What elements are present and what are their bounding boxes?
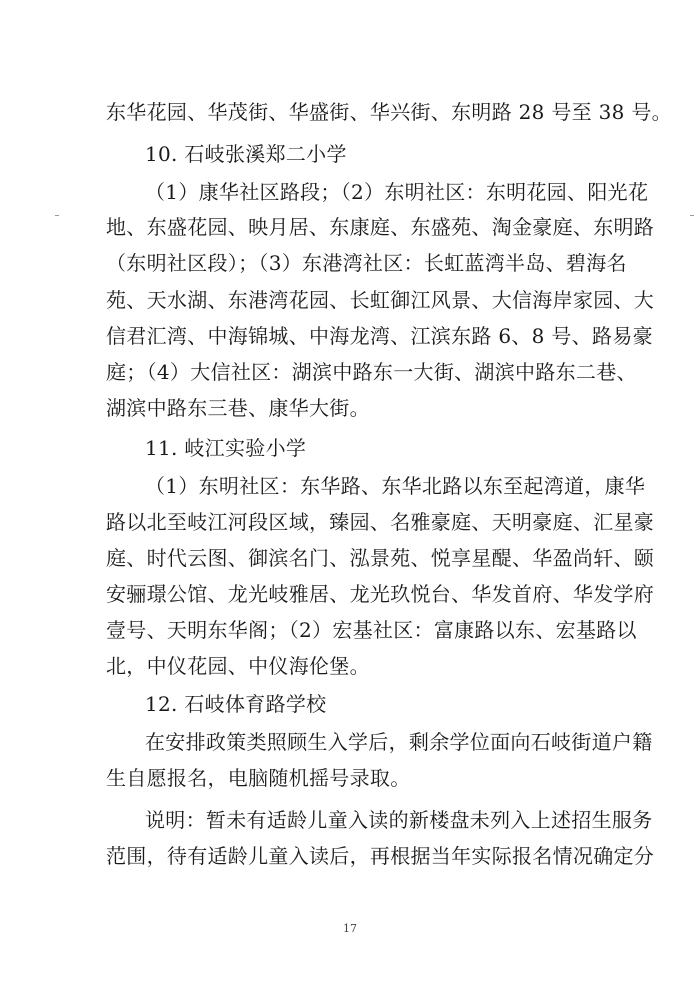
scan-speck <box>55 215 59 216</box>
text-line-paragraph-start: 在安排政策类照顾生入学后，剩余学位面向石岐街道户籍 <box>145 730 653 754</box>
text-line: 地、东盛花园、映月居、东康庭、东盛苑、淘金豪庭、东明路 <box>106 215 655 239</box>
text-line: 路以北至岐江河段区域，臻园、名雅豪庭、天明豪庭、汇星豪 <box>106 510 655 534</box>
text-line-paragraph-start: （1）康华社区路段；（2）东明社区：东明花园、阳光花 <box>145 180 649 204</box>
text-line: 北，中仪花园、中仪海伦堡。 <box>106 654 370 678</box>
text-line: 庭；（4）大信社区：湖滨中路东一大街、湖滨中路东二巷、 <box>106 360 637 384</box>
text-line-paragraph-start: （1）东明社区：东华路、东华北路以东至起湾道，康华 <box>145 474 646 498</box>
section-heading-school-11: 11. 岐江实验小学 <box>145 436 307 460</box>
text-line-continuation: 东华花园、华茂街、华盛街、华兴街、东明路 28 号至 38 号。 <box>106 100 672 124</box>
text-line: 庭、时代云图、御滨名门、泓景苑、悦享星醍、华盈尚轩、颐 <box>106 546 655 570</box>
scan-speck <box>690 215 694 216</box>
page-number: 17 <box>343 922 357 935</box>
text-line: 信君汇湾、中海锦城、中海龙湾、江滨东路 6、8 号、路易豪 <box>106 324 653 348</box>
text-line: 安骊璟公馆、龙光岐雅居、龙光玖悦台、华发首府、华发学府 <box>106 582 655 606</box>
text-line: （东明社区段）；（3）东港湾社区：长虹蓝湾半岛、碧海名 <box>106 251 627 275</box>
text-line: 壹号、天明东华阁；（2）宏基社区：富康路以东、宏基路以 <box>106 618 637 642</box>
text-line: 苑、天水湖、东港湾花园、长虹御江风景、大信海岸家园、大 <box>106 288 655 312</box>
note-line: 范围，待有适龄儿童入读后，再根据当年实际报名情况确定分 <box>106 844 655 868</box>
text-line: 湖滨中路东三巷、康华大街。 <box>106 396 370 420</box>
section-heading-school-10: 10. 石岐张溪郑二小学 <box>145 142 347 166</box>
note-line-start: 说明：暂未有适龄儿童入读的新楼盘未列入上述招生服务 <box>145 808 653 832</box>
text-line: 生自愿报名，电脑随机摇号录取。 <box>106 766 411 790</box>
section-heading-school-12: 12. 石岐体育路学校 <box>145 692 327 716</box>
